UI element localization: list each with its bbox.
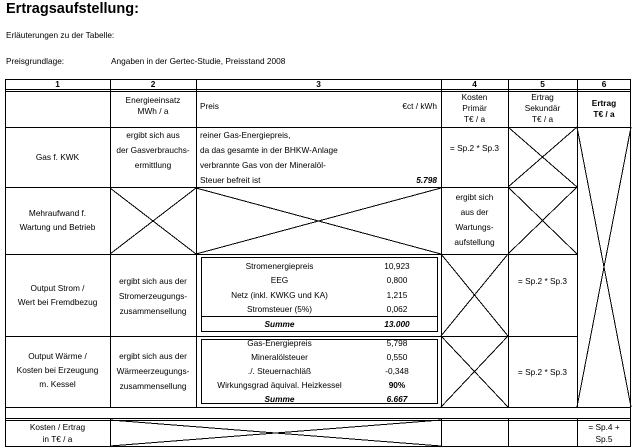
power-item-value: 10,923	[384, 261, 410, 271]
power-sum-value: 13.000	[384, 319, 410, 329]
heat-col2-text: ergibt sich aus der Wärmeerzeugungs- zusammensellung	[116, 351, 190, 391]
col-number-2: 2	[150, 79, 156, 89]
heat-sum-value: 6.667	[386, 394, 408, 404]
gas-col4-formula: = Sp.2 * Sp.3	[449, 143, 500, 153]
power-item-name: EEG	[270, 275, 289, 285]
heat-item-name: Gas-Energiepreis	[247, 338, 312, 348]
heat-item-value: -0,348	[385, 366, 409, 376]
heat-item-value: 90%	[388, 380, 406, 390]
power-item-value: 1,215	[386, 290, 408, 300]
heat-item-value: 5,798	[386, 338, 408, 348]
col-number-1: 1	[55, 79, 60, 89]
gas-price-value: 5.798	[416, 175, 437, 185]
col2-header: Energieeinsatz MWh / a	[125, 95, 181, 116]
heat-col5-formula: = Sp.2 * Sp.3	[517, 367, 568, 377]
power-item-name: Stromenergiepreis	[245, 261, 314, 271]
col-number-3: 3	[316, 79, 321, 89]
total-row-label: Kosten / Ertrag in T€ / a	[29, 422, 86, 444]
heat-item-name: Mineralölsteuer	[251, 352, 308, 362]
heat-item-name: Wirkungsgrad äquival. Heizkessel	[217, 380, 342, 390]
power-item-name: Netz (inkl. KWKG und KA)	[231, 290, 328, 300]
gas-row-label: Gas f. KWK	[35, 152, 80, 162]
total-col6-formula: = Sp.4 + Sp.5	[588, 422, 620, 444]
col-number-6: 6	[601, 79, 607, 89]
power-col2-text: ergibt sich aus der Stromerzeugungs- zusammensellung	[118, 276, 188, 316]
power-col5-formula: = Sp.2 * Sp.3	[517, 276, 568, 286]
price-basis-value: Angaben in der Gertec-Studie, Preisstand 2008	[111, 56, 286, 66]
power-item-name: Stromsteuer (5%)	[246, 304, 312, 314]
col4-header: Kosten Primär T€ / a	[461, 92, 488, 124]
col5-header: Ertrag Sekundär T€ / a	[524, 92, 561, 124]
gas-col3-text: reiner Gas-Energiepreis, da das gesamte in der BHKW-Anlage verbrannte Gas von der Mineralöl- Steuer befreit ist	[200, 130, 338, 185]
power-item-value: 0,800	[386, 275, 408, 285]
col3-header-unit: €ct / kWh	[402, 101, 437, 111]
explanations-label: Erläuterungen zu der Tabelle:	[6, 30, 115, 40]
gas-col2-text: ergibt sich aus der Gasverbrauchs- ermittlung	[116, 130, 190, 170]
heat-sum-label: Summe	[264, 394, 295, 404]
page-title: Ertragsaufstellung:	[6, 1, 139, 17]
col6-header: Ertrag T€ / a	[591, 98, 617, 119]
col-number-5: 5	[540, 79, 545, 89]
heat-row-label: Output Wärme / Kosten bei Erzeugung m. Kessel	[16, 351, 99, 389]
col3-header-price: Preis	[200, 101, 219, 111]
price-basis-label: Preisgrundlage:	[6, 56, 65, 66]
power-item-value: 0,062	[386, 304, 408, 314]
heat-item-name: ./. Steuernachläß	[247, 366, 312, 376]
power-sum-label: Summe	[264, 319, 295, 329]
col-number-4: 4	[472, 79, 477, 89]
power-row-label: Output Strom / Wert bei Fremdbezug	[17, 283, 98, 307]
maintenance-row-label: Mehraufwand f. Wartung und Betrieb	[19, 208, 96, 232]
heat-item-value: 0,550	[386, 352, 408, 362]
maintenance-col4-text: ergibt sich aus der Wartungs- aufstellung	[454, 192, 495, 247]
